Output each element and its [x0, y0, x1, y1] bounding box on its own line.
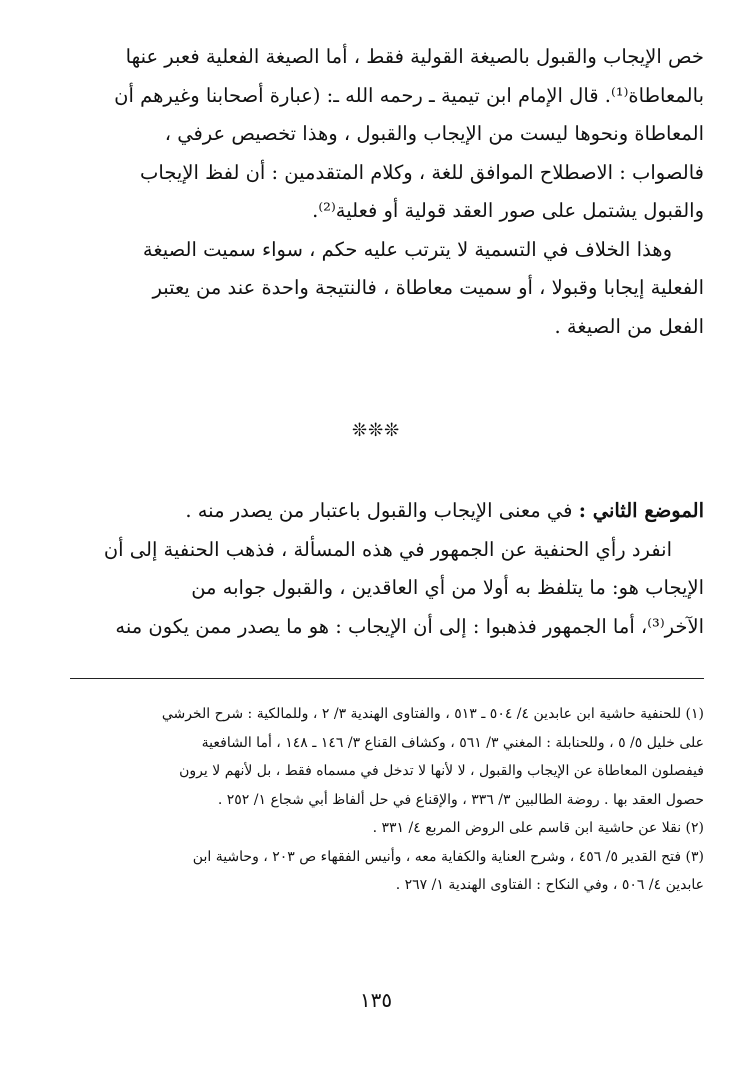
section-heading-rest: في معنى الإيجاب والقبول باعتبار من يصدر منه . — [185, 499, 579, 522]
text-line: وهذا الخلاف في التسمية لا يترتب عليه حكم ، سواء سميت الصيغة — [142, 237, 672, 261]
text-line: المعاطاة ونحوها ليست من الإيجاب والقبول ، وهذا تخصيص عرفي ، — [164, 122, 704, 145]
section-heading: الموضع الثاني : — [578, 499, 704, 522]
footnote-line: حصول العقد بها . روضة الطالبين ٣/ ٣٣٦ ، والإقناع في حل ألفاظ أبي شجاع ١/ ٢٥٢ . — [217, 791, 704, 808]
text-line: بالمعاطاة⁽¹⁾. قال الإمام ابن تيمية ـ رحمه الله ـ: (عبارة أصحابنا وغيرهم أن — [114, 83, 704, 107]
text-line: الآخر⁽³⁾، أما الجمهور فذهبوا : إلى أن الإيجاب : هو ما يصدر ممن يكون منه — [115, 614, 704, 638]
footnote-line: (٣) فتح القدير ٥/ ٤٥٦ ، وشرح العناية والكفاية معه ، وأنيس الفقهاء ص ٢٠٣ ، وحاشية ابن — [192, 848, 704, 865]
text-line: خص الإيجاب والقبول بالصيغة القولية فقط ، أما الصيغة الفعلية فعبر عنها — [125, 45, 704, 68]
text-line: فالصواب : الاصطلاح الموافق للغة ، وكلام المتقدمين : أن لفظ الإيجاب — [140, 160, 704, 184]
footnote-3 — [70, 843, 704, 900]
footnotes — [70, 700, 704, 900]
paragraph-2 — [70, 231, 704, 347]
footnote-line: فيفصلون المعاطاة عن الإيجاب والقبول ، لا لأنها لا تدخل في مسماه فقط ، بل لأنهم لا يرون — [179, 763, 704, 779]
text-line: انفرد رأي الحنفية عن الجمهور في هذه المسألة ، فذهب الحنفية إلى أن — [103, 537, 672, 561]
page-number: ١٣٥ — [359, 988, 393, 1012]
footnote-line: عابدين ٤/ ٥٠٦ ، وفي النكاح : الفتاوى الهندية ١/ ٢٦٧ . — [395, 877, 704, 893]
section-separator: ❊❊❊ — [351, 420, 401, 441]
footnote-line: (٢) نقلا عن حاشية ابن قاسم على الروض المربع ٤/ ٣٣١ . — [372, 820, 704, 836]
text-line: الفعل من الصيغة . — [554, 314, 704, 338]
paragraph-1 — [70, 38, 704, 231]
section-paragraph — [70, 531, 704, 647]
footnote-line: على خليل ٥/ ٥ ، وللحنابلة : المغني ٣/ ٥٦١ ، وكشاف القناع ٣/ ١٤٦ ـ ١٤٨ ، أما الشافعية — [201, 734, 704, 751]
section-two — [70, 492, 704, 646]
main-text — [70, 38, 704, 346]
footnote-divider — [70, 678, 704, 679]
text-line: الإيجاب هو: ما يتلفظ به أولا من أي العاقدين ، والقبول جوابه من — [191, 576, 704, 599]
footnote-line: (١) للحنفية حاشية ابن عابدين ٤/ ٥٠٤ ـ ٥١٣ ، والفتاوى الهندية ٣/ ٢ ، وللمالكية : شرح الخرشي — [161, 706, 704, 722]
text-line: والقبول يشتمل على صور العقد قولية أو فعلية⁽²⁾. — [312, 199, 704, 222]
footnote-2 — [70, 814, 704, 843]
footnote-1 — [70, 700, 704, 814]
section-heading-line — [70, 492, 704, 531]
text-line: الفعلية إيجابا وقبولا ، أو سميت معاطاة ، فالنتيجة واحدة عند من يعتبر — [152, 276, 704, 299]
